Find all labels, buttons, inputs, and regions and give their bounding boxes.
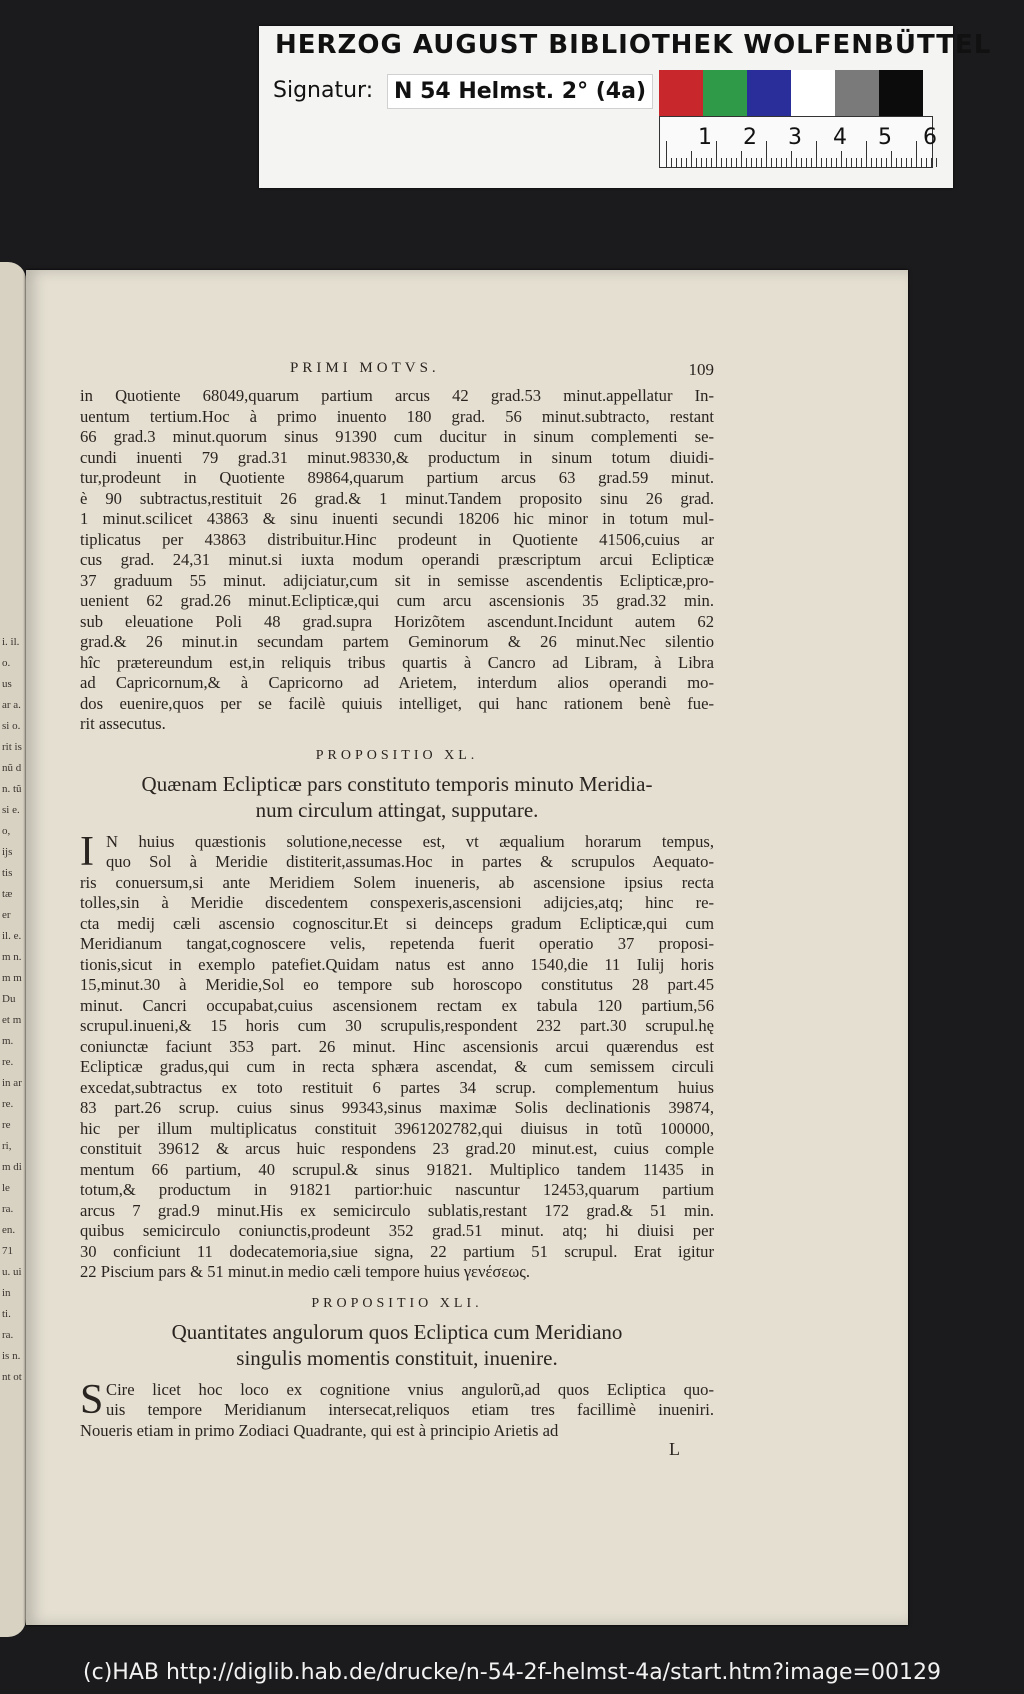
text-line: quibus semicirculo coniunctis,prodeunt 352 grad.51 minut. atq; hi diuisi per [80, 1221, 714, 1240]
text-line: Cire licet hoc loco ex cognitione vnius angulorũ,ad quos Ecliptica quo- [106, 1379, 714, 1399]
text-line: in Quotiente 68049,quarum partium arcus 42 grad.53 minut.appellatur In- [80, 386, 714, 405]
ruler-tick [831, 158, 832, 167]
ruler-tick [736, 158, 737, 167]
ruler-tick [681, 158, 682, 167]
text-line: Eclipticæ gradus,qui cum in recta sphæra ascendat, & cum semissem circuli [80, 1057, 714, 1076]
ruler-tick [846, 158, 847, 167]
color-swatch [835, 70, 879, 116]
text-line: minut. Cancri occupabat,cuius ascensionem rectam ex tabula 120 partium,56 [80, 995, 714, 1015]
text-line: Noueris etiam in primo Zodiaci Quadrante, qui est à principio Arietis ad [80, 1420, 559, 1440]
text-line: 22 Piscium pars & 51 minut.in medio cæli tempore huius γενέσεως. [80, 1262, 530, 1281]
text-line: uentum tertium.Hoc à primo inuento 180 grad. 56 minut.subtracto, restant [80, 406, 714, 426]
ruler-tick [756, 158, 757, 167]
ruler-number: 1 [698, 125, 712, 150]
ruler-tick [781, 158, 782, 167]
drop-cap-s: S [80, 1376, 104, 1423]
text-line: tiplicatus per 43863 distribuitur.Hinc prodeunt in Quotiente 41506,cuius ar [80, 529, 714, 549]
ruler-tick [796, 158, 797, 167]
text-line: tur,prodeunt in Quotiente 89864,quarum partium arcus 63 grad.59 minut. [80, 468, 714, 487]
text-line: hîc prætereundum est,in reliquis tribus quartis à Cancro ad Libram, à Libra [80, 652, 714, 672]
ruler-tick [891, 151, 892, 167]
ruler-tick [856, 158, 857, 167]
text-line: scrupul.inueni,& 15 horis cum 30 scrupulis,respondent 232 part.30 scrupul.hę [80, 1016, 714, 1035]
text-line: tionis,sicut in exemplo patefiet.Quidam natus est anno 1540,die 11 Iulij horis [80, 954, 714, 974]
paragraph-3 [80, 1376, 714, 1442]
text-line: rit assecutus. [80, 714, 166, 733]
ruler-tick [866, 141, 867, 167]
text-line: grad.& 26 minut.in secundam partem Geminorum & 26 minut.Nec silentio [80, 632, 714, 651]
ruler-number: 5 [878, 125, 892, 150]
ruler-tick [811, 158, 812, 167]
proposition-41-label: PROPOSITIO XLI. [311, 1295, 483, 1311]
ruler-tick [721, 158, 722, 167]
text-line: 83 part.26 scrup. cuius sinus 99343,sinus maximæ Solis declinationis 39874, [80, 1098, 714, 1117]
ruler-number: 4 [833, 125, 847, 150]
ruler-tick [801, 158, 802, 167]
proposition-41-title [80, 1319, 714, 1371]
paragraph-1 [80, 386, 714, 735]
ruler-tick [921, 158, 922, 167]
ruler-tick [916, 141, 917, 167]
text-line: è 90 subtractus,restituit 26 grad.& 1 minut.Tandem proposito sinu 26 grad. [80, 488, 714, 508]
proposition-40-title [80, 771, 714, 823]
text-line: totum,& productum in 91821 partior:huic nascuntur 12453,quarum partium [80, 1180, 714, 1199]
library-header-card [259, 26, 992, 188]
text-line: Meridianum tangat,cognoscere velis, repetenda fuerit operatio 37 proposi- [80, 934, 714, 953]
text-line: 1 minut.scilicet 43863 & sinu inuenti secundi 18206 hic minor in totum mul- [80, 509, 714, 528]
scale-ruler [659, 116, 937, 168]
ruler-tick [771, 158, 772, 167]
left-page-fragments: i. il. o. us ar a. si o. rit is nũ d n. tũ si e. o, ijs tis tæ er il. e. m n. m m Du et m m. re. in ar re. re ri, m di le ra. en. 71 u. ui in ti. ra. is n. nt ot [2, 636, 22, 1383]
color-swatch [703, 70, 747, 116]
proposition-41-title-line: singulis momentis constituit, inuenire. [236, 1345, 558, 1370]
ruler-tick [876, 158, 877, 167]
ruler-tick [731, 158, 732, 167]
ruler-tick [836, 158, 837, 167]
ruler-tick [901, 158, 902, 167]
left-page-edge [0, 262, 26, 1637]
ruler-tick [821, 158, 822, 167]
text-line: uenient 62 grad.26 minut.Eclipticæ,qui cum arcu ascensionis 35 grad.32 min. [80, 591, 714, 610]
ruler-tick [911, 158, 912, 167]
ruler-number: 3 [788, 125, 802, 150]
ruler-tick [696, 158, 697, 167]
signature-value: N 54 Helmst. 2° (4a) [387, 74, 653, 109]
ruler-tick [666, 141, 667, 167]
library-name: HERZOG AUGUST BIBLIOTHEK WOLFENBÜTTEL [275, 30, 992, 60]
ruler-tick [676, 158, 677, 167]
text-line: cta medij cæli ascensio cognoscitur.Et si deinceps gradum Eclipticæ,qui cum [80, 913, 714, 933]
drop-cap-i: I [80, 828, 94, 875]
ruler-tick [701, 158, 702, 167]
text-line: mentum 66 partium, 40 scrupul.& sinus 91821. Multiplico tandem 11435 in [80, 1159, 714, 1179]
ruler-tick [751, 158, 752, 167]
ruler-tick [851, 158, 852, 167]
text-line: tolles,sin à Meridie discedentem conspexeris,ascensioni adijcies,atq; hinc re- [80, 893, 714, 912]
text-line: constituit 39612 & arcus huic respondens 23 grad.20 minut.est, cuius comple [80, 1139, 714, 1158]
ruler-tick [691, 151, 692, 167]
book-page [26, 270, 908, 1625]
ruler-tick [791, 151, 792, 167]
text-line: 15,minut.30 à Meridie,Sol eo tempore sub horoscopo constitutus 28 part.45 [80, 975, 714, 994]
text-line: arcus 7 grad.9 minut.His ex semicirculo sublatis,restant 172 grad.& 51 min. [80, 1200, 714, 1220]
ruler-tick [841, 151, 842, 167]
ruler-tick [871, 158, 872, 167]
color-swatch [791, 70, 835, 116]
catchword: L [669, 1439, 680, 1459]
proposition-40-title-line: num circulum attingat, supputare. [255, 797, 539, 822]
color-swatch [659, 70, 703, 116]
copyright-footer: (c)HAB http://diglib.hab.de/drucke/n-54-2f-helmst-4a/start.htm?image=00129 [83, 1660, 941, 1685]
ruler-tick [816, 141, 817, 167]
ruler-tick [716, 141, 717, 167]
ruler-tick [826, 158, 827, 167]
text-line: 30 conficiunt 11 dodecatemoria,siue signa, 22 partium 51 scrupul. Erat igitur [80, 1241, 714, 1261]
ruler-tick [741, 151, 742, 167]
paragraph-2 [80, 828, 714, 1283]
color-calibration-strip [659, 70, 923, 116]
ruler-number: 2 [743, 125, 757, 150]
page-text [80, 360, 714, 1460]
ruler-tick [861, 158, 862, 167]
ruler-tick [896, 158, 897, 167]
ruler-tick [886, 158, 887, 167]
text-line: 37 graduum 55 minut. adijciatur,cum sit in semisse ascendentis Eclipticæ,pro- [80, 570, 714, 590]
running-head [80, 360, 714, 384]
ruler-tick [786, 158, 787, 167]
ruler-tick [761, 158, 762, 167]
ruler-tick [931, 158, 932, 167]
ruler-tick [671, 158, 672, 167]
ruler-tick [906, 158, 907, 167]
proposition-41-title-line: Quantitates angulorum quos Ecliptica cum Meridiano [171, 1319, 623, 1344]
text-line: uis tempore Meridianum intersecat,reliquos etiam tres facillimè inueniri. [106, 1400, 714, 1419]
text-line: ris conuersum,si ante Meridiem Solem inueneris, ab ascensione ipsius recta [80, 872, 714, 892]
running-title: PRIMI MOTVS. [290, 360, 440, 376]
text-line: cundi inuenti 79 grad.31 minut.98330,& productum in sinum totum diuidi- [80, 447, 714, 467]
proposition-40-title-line: Quænam Eclipticæ pars constituto temporis minuto Meridia- [141, 771, 653, 796]
text-line: sub eleuatione Poli 48 grad.supra Horizõtem ascendunt.Incidunt autem 62 [80, 611, 714, 631]
text-line: 66 grad.3 minut.quorum sinus 91390 cum ducitur in sinum complementi se- [80, 427, 714, 446]
text-line: quo Sol à Meridie distiterit,assumas.Hoc in partes & scrupulos Aequato- [106, 852, 714, 871]
ruler-tick [776, 158, 777, 167]
ruler-tick [726, 158, 727, 167]
proposition-40-label: PROPOSITIO XL. [315, 747, 479, 763]
ruler-tick [926, 158, 927, 167]
ruler-number: 6 [923, 125, 937, 150]
ruler-tick [806, 158, 807, 167]
text-line: excedat,subtractus ex toto restituit 6 partes 34 scrup. complementum huius [80, 1077, 714, 1097]
ruler-tick [766, 141, 767, 167]
ruler-tick [881, 158, 882, 167]
color-swatch [879, 70, 923, 116]
ruler-tick [711, 158, 712, 167]
text-line: cus grad. 24,31 minut.si iuxta modum operandi præscriptum arcui Eclipticæ [80, 550, 714, 569]
page-number: 109 [688, 360, 714, 379]
signature-label: Signatur: [273, 78, 374, 103]
text-line: dos euenire,quos per se facilè quiuis intelliget, qui hanc rationem benè fue- [80, 693, 714, 713]
ruler-tick [686, 158, 687, 167]
text-line: ad Capricornum,& à Capricorno ad Arietem, interdum alios operandi mo- [80, 673, 714, 692]
ruler-tick [706, 158, 707, 167]
text-line: coniunctæ faciunt 353 part. 26 minut. Hinc ascensionis arcui quærendus est [80, 1036, 714, 1056]
ruler-tick [936, 158, 937, 167]
ruler-tick [746, 158, 747, 167]
text-line: hic per illum multiplicatus constituit 3961202782,qui diuisus in totũ 100000, [80, 1118, 714, 1138]
color-swatch [747, 70, 791, 116]
text-line: N huius quæstionis solutione,necesse est, vt æqualium horarum tempus, [106, 831, 714, 851]
